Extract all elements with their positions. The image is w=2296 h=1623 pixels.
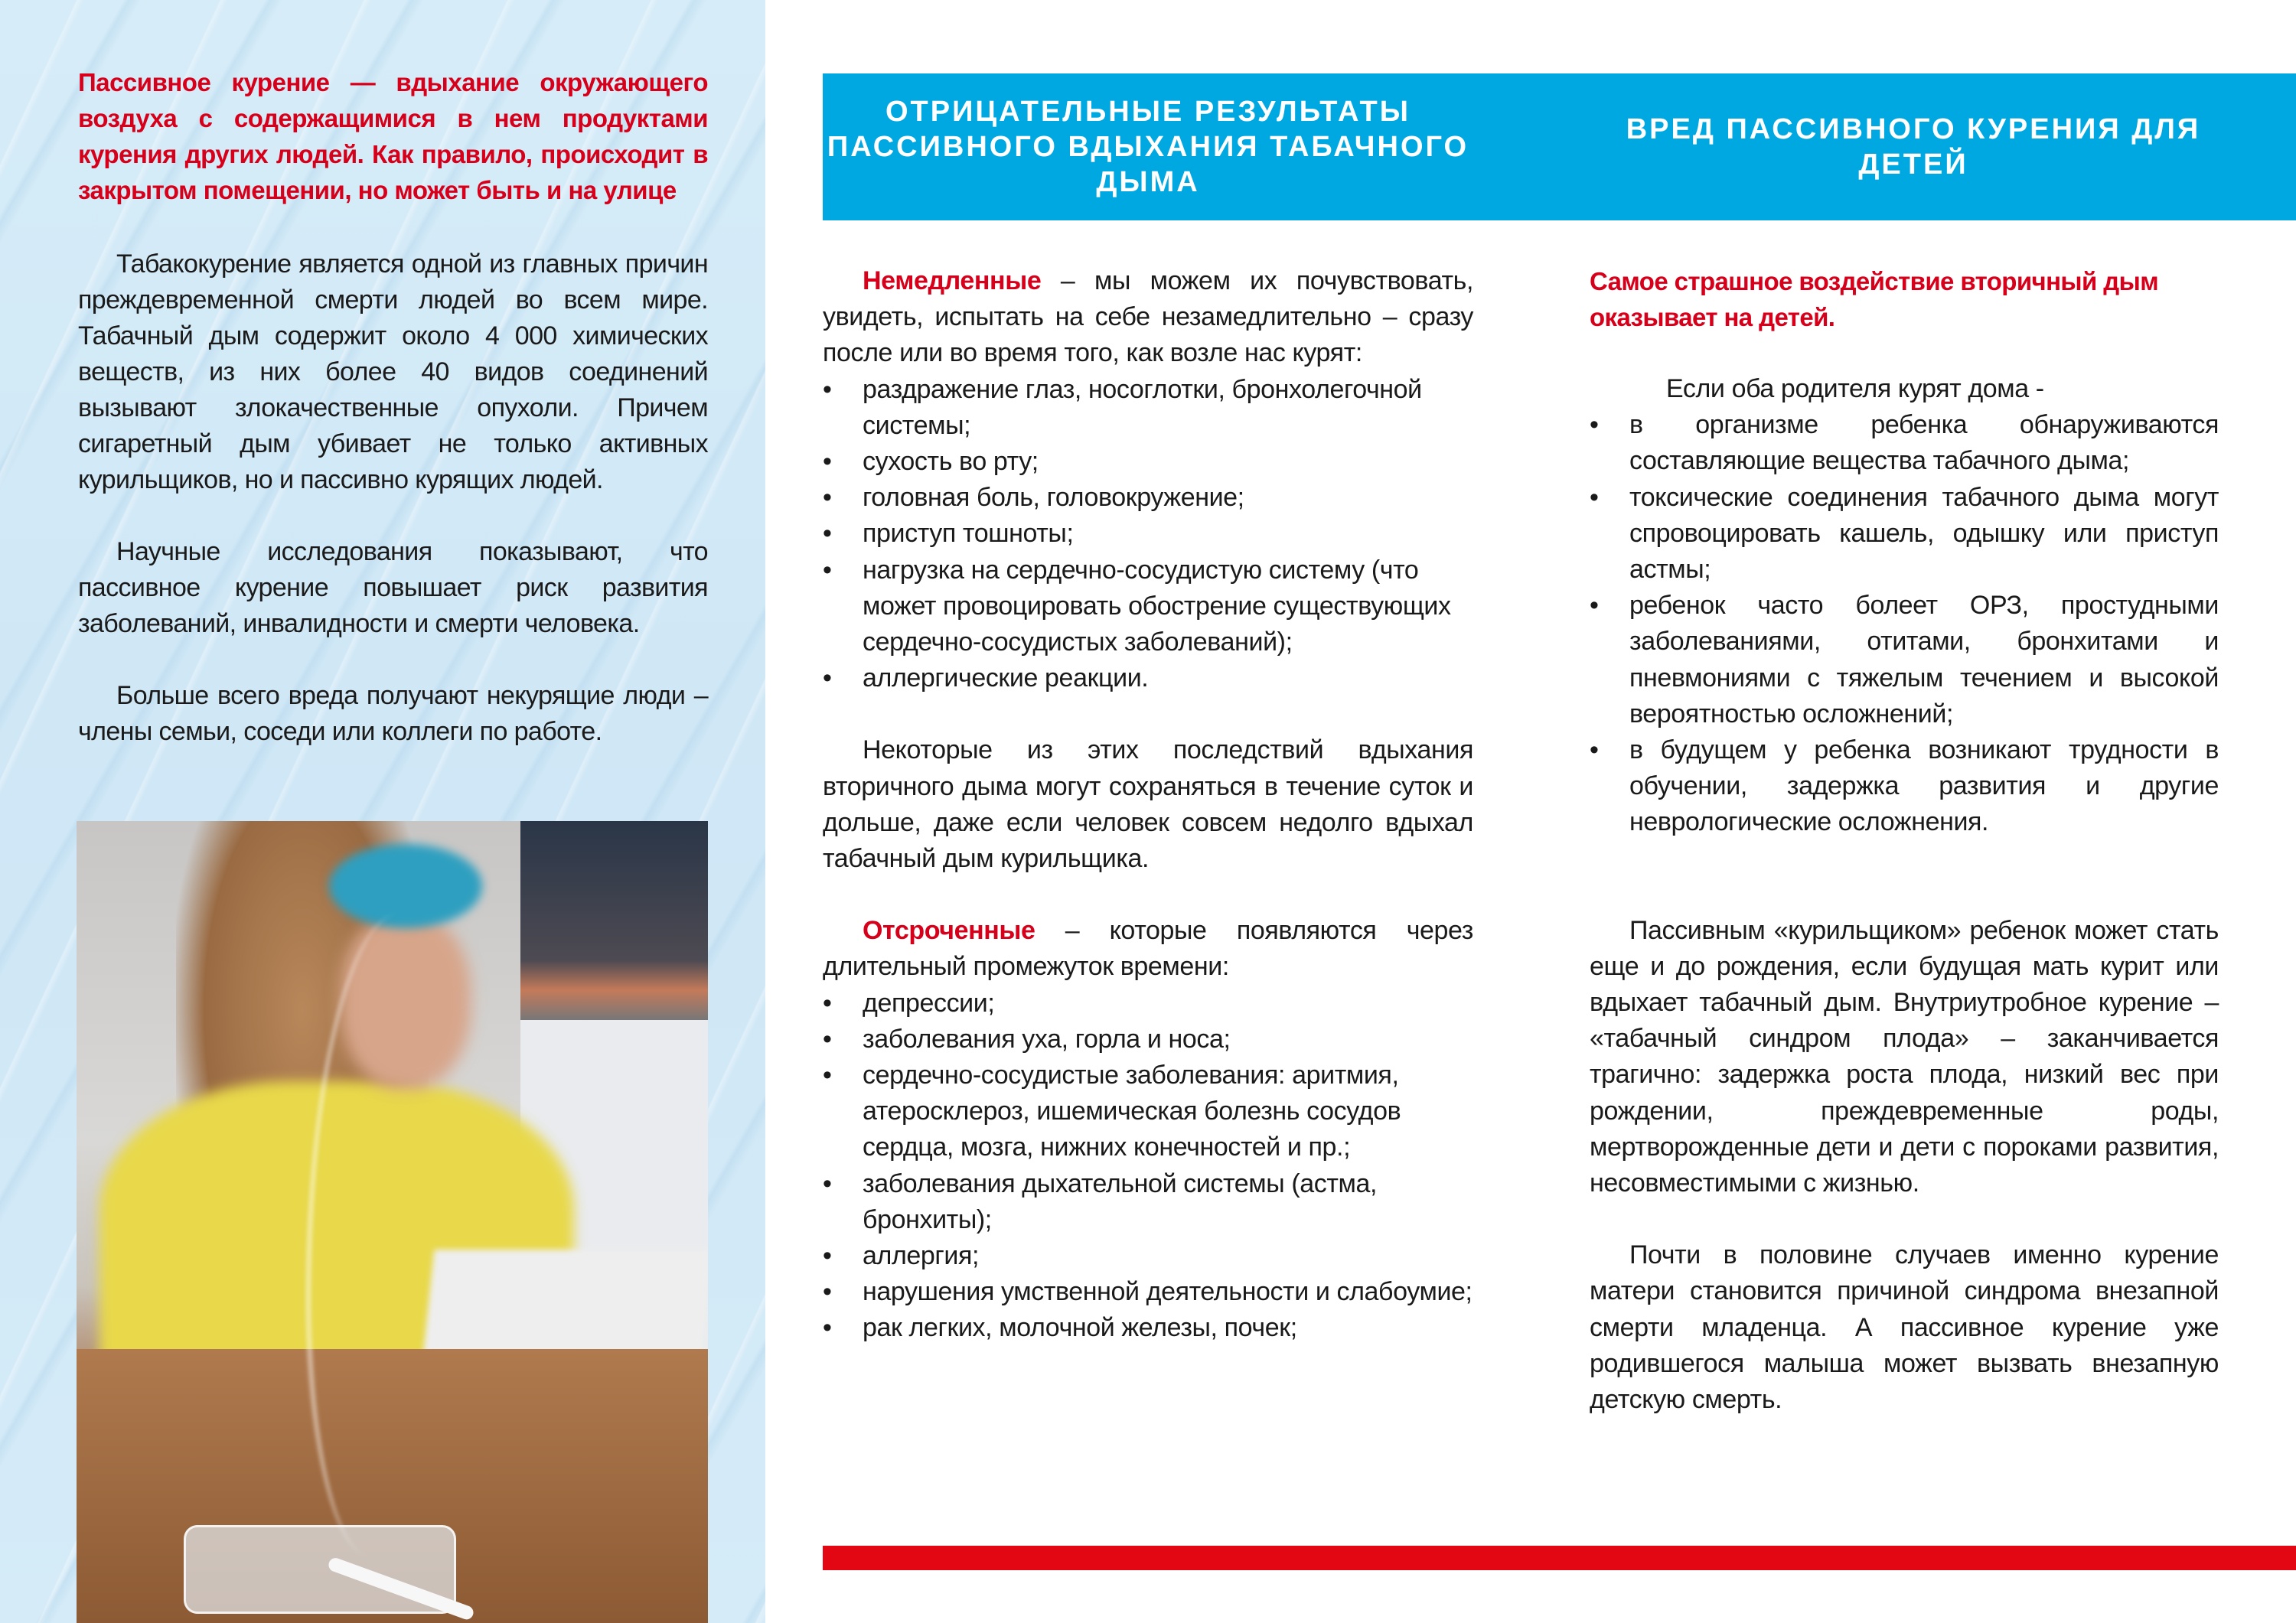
definition-lead: Пассивное курение — вдыхание окружающего воздуха с содержащимися в нем продуктами курения других людей. Как правило, происходит в закрытом помещении, но может быть и на улице bbox=[78, 68, 708, 204]
section-header-banner bbox=[823, 73, 2296, 220]
list-item: • в организме ребенка обнаруживаются составляющие вещества табачного дыма; bbox=[1590, 407, 2219, 479]
prenatal-smoking-paragraph: Пассивным «курильщиком» ребенок может стать еще и до рождения, если будущая мать курит или вдыхает табачный дым. Внутриутробное курение – «табачный синдром плода» – заканчивается трагично: задержка роста плода, низкий вес при рождении, преждевременные роды, мертворожденные дети и дети с пороками развития, несовместимыми с жизнью. bbox=[1590, 915, 2219, 1198]
left-text-column bbox=[78, 64, 708, 786]
immediate-effects-list bbox=[823, 372, 1473, 697]
list-item: • приступ тошноты; bbox=[823, 516, 1473, 552]
children-impact-heading: Самое страшное воздействие вторичный дым оказывает на детей. bbox=[1590, 267, 2159, 331]
list-item: • нарушения умственной деятельности и слабоумие; bbox=[823, 1274, 1473, 1310]
immediate-text: – мы можем их почувствовать, увидеть, испытать на себе незамедлительно – сразу после или во время того, как возле нас курят: bbox=[823, 266, 1473, 368]
list-item: • головная боль, головокружение; bbox=[823, 480, 1473, 516]
list-item: • сухость во рту; bbox=[823, 444, 1473, 480]
spacer bbox=[823, 696, 1473, 732]
list-item: • заболевания дыхательной системы (астма, бронхиты); bbox=[823, 1166, 1473, 1238]
list-item: • депрессии; bbox=[823, 986, 1473, 1022]
list-item: • рак легких, молочной железы, почек; bbox=[823, 1310, 1473, 1346]
spacer bbox=[1590, 841, 2219, 877]
list-item: • аллергия; bbox=[823, 1238, 1473, 1274]
child-effects-list bbox=[1590, 407, 2219, 840]
right-column bbox=[1590, 263, 2219, 1418]
bottom-red-bar bbox=[823, 1546, 2296, 1570]
parents-smoke-intro: Если оба родителя курят дома - bbox=[1666, 374, 2044, 403]
photo-book bbox=[423, 1250, 708, 1357]
list-item: • ребенок часто болеет ОРЗ, простудными заболеваниями, отитами, бронхитами и пневмониями с тяжелым течением и высокой вероятностью осложнений; bbox=[1590, 588, 2219, 732]
heading-harm-to-children: ВРЕД ПАССИВНОГО КУРЕНИЯ ДЛЯ ДЕТЕЙ bbox=[1626, 113, 2201, 181]
immediate-label: Немедленные bbox=[863, 266, 1042, 295]
paragraph-nonsmokers: Больше всего вреда получают некурящие люди – члены семьи, соседи или коллеги по работе. bbox=[78, 681, 708, 746]
list-item: • раздражение глаз, носоглотки, бронхолегочной системы; bbox=[823, 372, 1473, 444]
spacer bbox=[1590, 1201, 2219, 1237]
list-item: • в будущем у ребенка возникают трудности в обучении, задержка развития и другие неврологические осложнения. bbox=[1590, 732, 2219, 841]
spacer bbox=[1590, 877, 2219, 913]
list-item: • токсические соединения табачного дыма могут спровоцировать кашель, одышку или приступ астмы; bbox=[1590, 480, 2219, 588]
immediate-effects-intro bbox=[823, 263, 1473, 372]
delayed-text: – которые появляются через длительный промежуток времени: bbox=[823, 916, 1473, 982]
spacer bbox=[1590, 335, 2219, 371]
heading-negative-effects: ОТРИЦАТЕЛЬНЫЕ РЕЗУЛЬТАТЫ ПАССИВНОГО ВДЫХАНИЯ ТАБАЧНОГО ДЫМА bbox=[827, 96, 1469, 198]
paragraph-tobacco-facts: Табакокурение является одной из главных причин преждевременной смерти людей во всем мире. Табачный дым содержит около 4 000 химических веществ, из них более 40 видов соединений вызывают злокачественные опухоли. Причем сигаретный дым убивает не только активных курильщиков, но и пассивно курящих людей. bbox=[78, 249, 708, 494]
middle-column bbox=[823, 263, 1473, 1347]
delayed-label: Отсроченные bbox=[863, 916, 1035, 946]
list-item: • аллергические реакции. bbox=[823, 660, 1473, 696]
left-panel bbox=[0, 0, 765, 1623]
photo-girl-with-cigarette-smoke bbox=[77, 821, 708, 1623]
list-item: • заболевания уха, горла и носа; bbox=[823, 1022, 1473, 1058]
photo-background-window bbox=[520, 821, 708, 1020]
paragraph-research: Научные исследования показывают, что пассивное курение повышает риск развития заболеваний, инвалидности и смерти человека. bbox=[78, 537, 708, 638]
delayed-effects-list bbox=[823, 986, 1473, 1347]
persistence-note: Некоторые из этих последствий вдыхания вторичного дыма могут сохраняться в течение суток и дольше, даже если человек совсем недолго вдыхал табачный дым курильщика. bbox=[823, 735, 1473, 874]
spacer bbox=[823, 877, 1473, 913]
list-item: • сердечно-сосудистые заболевания: аритмия, атеросклероз, ишемическая болезнь сосудов сердца, мозга, нижних конечностей и пр.; bbox=[823, 1058, 1473, 1166]
delayed-effects-intro bbox=[823, 913, 1473, 985]
list-item: • нагрузка на сердечно-сосудистую систему (что может провоцировать обострение существующих сердечно-сосудистых заболеваний); bbox=[823, 552, 1473, 661]
sids-paragraph: Почти в половине случаев именно курение матери становится причиной синдрома внезапной смерти младенца. А пассивное курение уже родившегося малыша может вызвать внезапную детскую смерть. bbox=[1590, 1240, 2219, 1415]
